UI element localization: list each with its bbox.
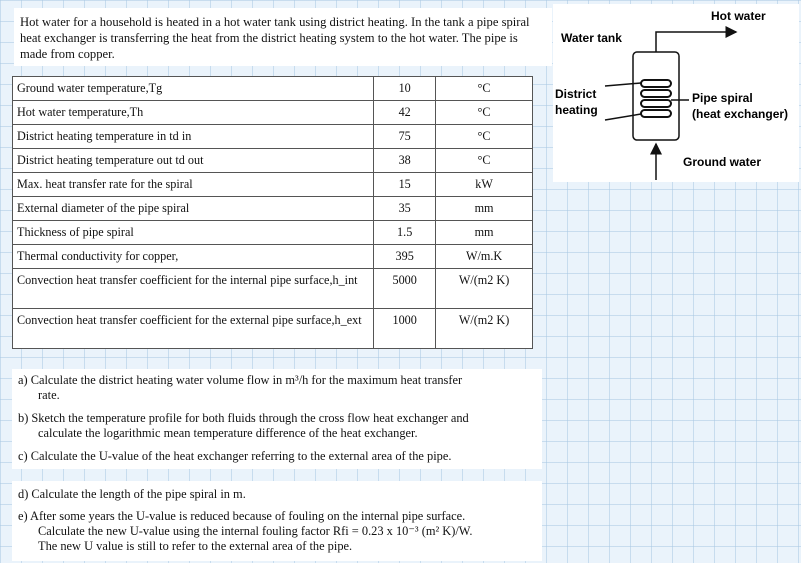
param-value: 5000 — [374, 269, 436, 309]
pipe-spiral-label-1: Pipe spiral — [692, 91, 753, 105]
param-unit: °C — [436, 149, 533, 173]
param-label: Convection heat transfer coefficient for the external pipe surface,h_ext — [13, 309, 374, 349]
param-unit: °C — [436, 77, 533, 101]
question-e-line1: e) After some years the U-value is reduced because of fouling on the internal pipe surface. — [18, 509, 466, 523]
question-b-line1: b) Sketch the temperature profile for both fluids through the cross flow heat exchanger and — [18, 411, 469, 425]
hot-water-label: Hot water — [711, 9, 766, 23]
table-row — [13, 77, 533, 101]
param-unit: mm — [436, 221, 533, 245]
ground-water-label: Ground water — [683, 155, 762, 169]
district-heating-label-1: District — [555, 87, 597, 101]
param-label: District heating temperature in td in — [13, 125, 374, 149]
param-unit: W/(m2 K) — [436, 269, 533, 309]
param-label: District heating temperature out td out — [13, 149, 374, 173]
table-row — [13, 309, 533, 349]
param-label: Thickness of pipe spiral — [13, 221, 374, 245]
hot-water-pipe — [656, 32, 736, 52]
table-row — [13, 269, 533, 309]
question-a-line1: a) Calculate the district heating water volume flow in m³/h for the maximum heat transfer — [18, 373, 463, 387]
question-a — [18, 373, 538, 403]
param-label: Thermal conductivity for copper, — [13, 245, 374, 269]
param-unit: °C — [436, 125, 533, 149]
param-value: 395 — [374, 245, 436, 269]
questions-a-c — [12, 369, 542, 469]
table-row — [13, 173, 533, 197]
param-value: 35 — [374, 197, 436, 221]
param-label: Convection heat transfer coefficient for the internal pipe surface,h_int — [13, 269, 374, 309]
question-c — [18, 449, 538, 464]
param-value: 15 — [374, 173, 436, 197]
param-label: Ground water temperature,Tg — [13, 77, 374, 101]
question-d — [18, 487, 538, 502]
param-value: 75 — [374, 125, 436, 149]
param-label: External diameter of the pipe spiral — [13, 197, 374, 221]
question-e — [18, 509, 538, 554]
table-row — [13, 245, 533, 269]
param-value: 38 — [374, 149, 436, 173]
intro-text: Hot water for a household is heated in a hot water tank using district heating. In the tank a pipe spiral heat exchanger is transferring the heat from the district heating system to the hot water. The pipe is made from copper. — [20, 15, 530, 61]
pipe-spiral-label-2: (heat exchanger) — [692, 107, 789, 121]
water-tank-diagram — [553, 4, 799, 182]
water-tank-label: Water tank — [561, 31, 622, 45]
question-b — [18, 411, 538, 441]
question-e-line2: Calculate the new U-value using the internal fouling factor Rfi = 0.23 x 10⁻³ (m² K)/W. — [38, 524, 473, 538]
param-unit: mm — [436, 197, 533, 221]
param-label: Hot water temperature,Th — [13, 101, 374, 125]
param-label: Max. heat transfer rate for the spiral — [13, 173, 374, 197]
question-e-line3: The new U value is still to refer to the external area of the pipe. — [38, 539, 353, 553]
table-row — [13, 149, 533, 173]
param-unit: kW — [436, 173, 533, 197]
param-unit: W/m.K — [436, 245, 533, 269]
diagram-svg — [553, 4, 799, 182]
problem-intro — [14, 8, 552, 66]
param-value: 10 — [374, 77, 436, 101]
parameters-table — [12, 76, 533, 349]
param-value: 1000 — [374, 309, 436, 349]
questions-d-e — [12, 481, 542, 561]
param-unit: °C — [436, 101, 533, 125]
question-a-line2: rate. — [38, 388, 60, 402]
param-unit: W/(m2 K) — [436, 309, 533, 349]
question-c-text: c) Calculate the U-value of the heat exchanger referring to the external area of the pipe. — [18, 449, 452, 463]
question-d-text: d) Calculate the length of the pipe spiral in m. — [18, 487, 246, 501]
question-b-line2: calculate the logarithmic mean temperature difference of the heat exchanger. — [38, 426, 418, 440]
table-row — [13, 125, 533, 149]
table-row — [13, 221, 533, 245]
param-value: 42 — [374, 101, 436, 125]
district-heating-label-2: heating — [555, 103, 598, 117]
table-row — [13, 101, 533, 125]
param-value: 1.5 — [374, 221, 436, 245]
table-row — [13, 197, 533, 221]
